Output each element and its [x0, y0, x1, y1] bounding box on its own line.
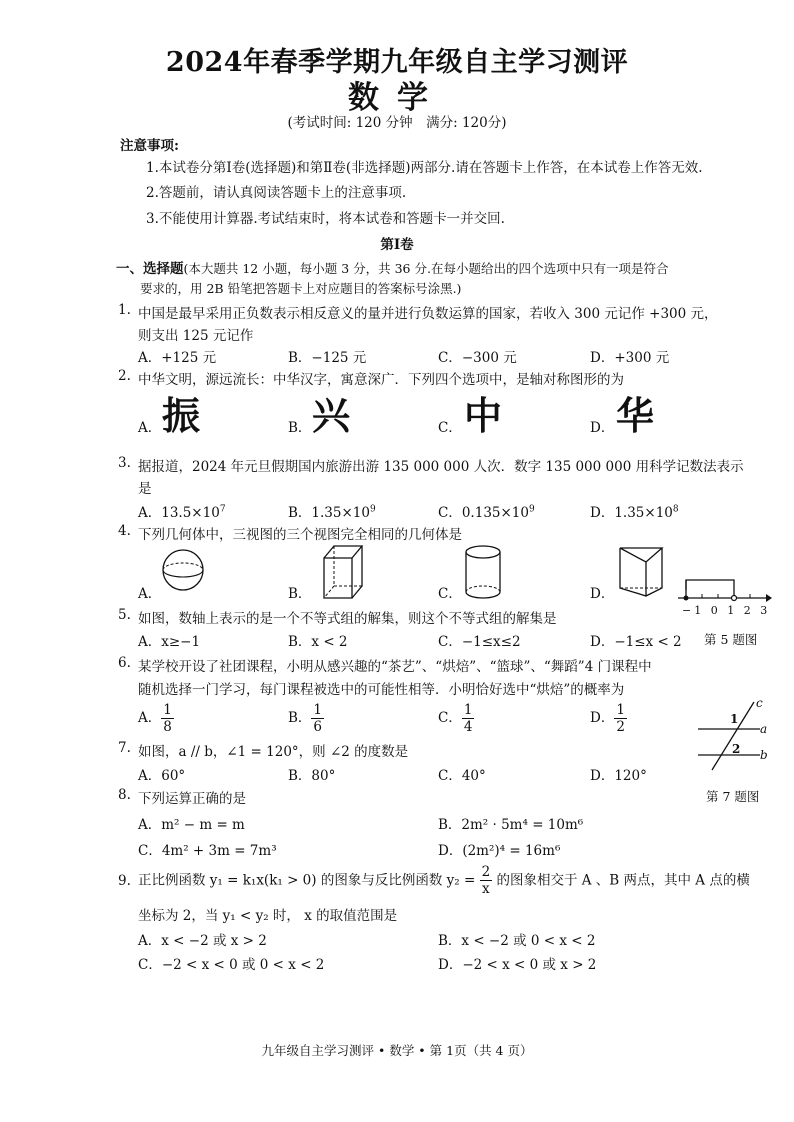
- section-desc-2: 要求的，用 2B 铅笔把答题卡上对应题目的答案标号涂黑.): [140, 281, 462, 296]
- q6-option-c: C． $\frac{1}{4}$: [438, 702, 473, 735]
- q9-text-line2: 坐标为 2，当 y₁ < y₂ 时， x 的取值范围是: [138, 908, 398, 924]
- q4-text: 下列几何体中，三视图的三个视图完全相同的几何体是: [138, 527, 462, 543]
- exam-meta: (考试时间: 120 分钟 满分: 120分): [287, 115, 507, 131]
- q7-angle-2: 2: [732, 742, 741, 756]
- q6-text-line1: 某学校开设了社团课程，小明从感兴趣的“茶艺”、“烘焙”、“篮球”、“舞蹈”4 门课程中: [138, 659, 652, 675]
- q8-option-a: A．m² − m = m: [138, 817, 245, 833]
- q8-option-d: D．(2m²)⁴ = 16m⁶: [438, 843, 561, 859]
- q3-option-b: B．$1.35\times 10^9$: [288, 504, 376, 521]
- triangular-prism-shape: [618, 544, 664, 598]
- q8-option-c: C．4m² + 3m = 7m³: [138, 843, 277, 859]
- q1-option-d: D．+300 元: [590, 350, 670, 366]
- q3-option-d: D．$1.35\times 10^8$: [590, 504, 679, 521]
- q3-text-line1: 据报道，2024 年元旦假期国内旅游出游 135 000 000 人次．数字 135 000 000 用科学记数法表示: [138, 459, 744, 475]
- q4-number: 4.: [118, 523, 131, 539]
- section-desc-1: (本大题共 12 小题，每小题 3 分，共 36 分.在每小题给出的四个选项中只有一项是符合: [183, 261, 669, 276]
- q2-char-d: 华: [616, 394, 655, 438]
- q1-option-c: C．−300 元: [438, 350, 517, 366]
- q2-label-b: B．: [288, 420, 312, 436]
- section-label: 一、选择题: [116, 261, 184, 277]
- q7-option-b: B．80°: [288, 768, 336, 784]
- q5-axis-ticks: −1 0 1 2 3: [682, 604, 771, 617]
- q5-number: 5.: [118, 607, 131, 623]
- q3-option-a: A．$13.5\times 10^7$: [138, 504, 226, 521]
- q2-char-b: 兴: [312, 394, 351, 438]
- q7-option-d: D．120°: [590, 768, 647, 784]
- q9-text-line1: 正比例函数 y₁ = k₁x(k₁ > 0) 的图象与反比例函数 y₂ = $\frac{2}{x}$ 的图象相交于 A 、B 两点，其中 A 点的横: [138, 864, 750, 897]
- q3-option-c: C．$0.135\times 10^9$: [438, 504, 535, 521]
- q5-caption: 第 5 题图: [704, 632, 758, 647]
- q8-number: 8.: [118, 787, 131, 803]
- q8-option-b: B．2m² · 5m⁴ = 10m⁶: [438, 817, 584, 833]
- cylinder-shape: [464, 544, 502, 600]
- q6-number: 6.: [118, 655, 131, 671]
- q9-option-c: C．−2 < x < 0 或 0 < x < 2: [138, 957, 325, 973]
- q3-text-line2: 是: [138, 481, 152, 497]
- q7-option-c: C．40°: [438, 768, 486, 784]
- part-title: 第Ⅰ卷: [380, 237, 414, 253]
- q7-label-a: a: [760, 722, 768, 736]
- q4-label-c: C．: [438, 586, 462, 602]
- q5-text: 如图，数轴上表示的是一个不等式组的解集，则这个不等式组的解集是: [138, 611, 557, 627]
- q7-text: 如图，a // b，∠1 = 120°，则 ∠2 的度数是: [138, 744, 409, 760]
- q4-label-d: D．: [590, 586, 615, 602]
- q6-option-b: B． $\frac{1}{6}$: [288, 702, 323, 735]
- q1-text-line2: 则支出 125 元记作: [138, 328, 254, 344]
- q4-label-a: A．: [138, 586, 162, 602]
- sphere-shape: [160, 547, 206, 593]
- page-footer: 九年级自主学习测评 • 数学 • 第 1页（共 4 页）: [261, 1043, 533, 1058]
- q2-char-c: 中: [464, 394, 503, 438]
- notes-item-1: 1.本试卷分第Ⅰ卷(选择题)和第Ⅱ卷(非选择题)两部分.请在答题卡上作答，在本试卷上作答无效.: [146, 160, 703, 176]
- q7-label-c: c: [756, 696, 763, 710]
- q5-option-c: C．−1≤x≤2: [438, 634, 521, 650]
- q7-label-b: b: [760, 748, 768, 762]
- q9-number: 9.: [118, 873, 131, 889]
- q1-number: 1.: [118, 302, 131, 318]
- q3-number: 3.: [118, 455, 131, 471]
- q2-text: 中华文明，源远流长：中华汉字，寓意深广．下列四个选项中，是轴对称图形的为: [138, 372, 624, 388]
- q2-label-c: C．: [438, 420, 462, 436]
- q1-option-b: B．−125 元: [288, 350, 367, 366]
- q9-option-b: B．x < −2 或 0 < x < 2: [438, 933, 596, 949]
- q2-label-a: A．: [138, 420, 162, 436]
- q5-option-a: A．x≥−1: [138, 634, 201, 650]
- q6-option-d: D． $\frac{1}{2}$: [590, 702, 625, 735]
- notes-item-3: 3.不能使用计算器.考试结束时，将本试卷和答题卡一并交回.: [146, 211, 505, 227]
- q7-angle-1: 1: [730, 712, 739, 726]
- q9-option-a: A．x < −2 或 x > 2: [138, 933, 267, 949]
- q7-number: 7.: [118, 740, 131, 756]
- q5-option-b: B．x < 2: [288, 634, 348, 650]
- q2-number: 2.: [118, 368, 131, 384]
- exam-title: 2024年春季学期九年级自主学习测评: [165, 47, 629, 78]
- q4-label-b: B．: [288, 586, 312, 602]
- q1-text-line1: 中国是最早采用正负数表示相反意义的量并进行负数运算的国家，若收入 300 元记作 +300 元，: [138, 306, 718, 322]
- q8-text: 下列运算正确的是: [138, 791, 246, 807]
- q1-option-a: A．+125 元: [138, 350, 217, 366]
- section-header: [116, 257, 668, 277]
- q9-option-d: D．−2 < x < 0 或 x > 2: [438, 957, 597, 973]
- notes-item-2: 2.答题前，请认真阅读答题卡上的注意事项.: [146, 185, 407, 201]
- q7-caption: 第 7 题图: [706, 789, 760, 804]
- notes-heading: 注意事项:: [120, 138, 179, 154]
- cuboid-shape: [322, 544, 366, 600]
- q7-option-a: A．60°: [138, 768, 186, 784]
- q5-option-d: D．−1≤x < 2: [590, 634, 682, 650]
- q6-option-a: A． $\frac{1}{8}$: [138, 702, 172, 735]
- q2-char-a: 振: [162, 394, 201, 438]
- q6-text-line2: 随机选择一门学习，每门课程被选中的可能性相等．小明恰好选中“烘焙”的概率为: [138, 682, 625, 698]
- subject-title: 数学: [348, 80, 446, 116]
- q2-label-d: D．: [590, 420, 615, 436]
